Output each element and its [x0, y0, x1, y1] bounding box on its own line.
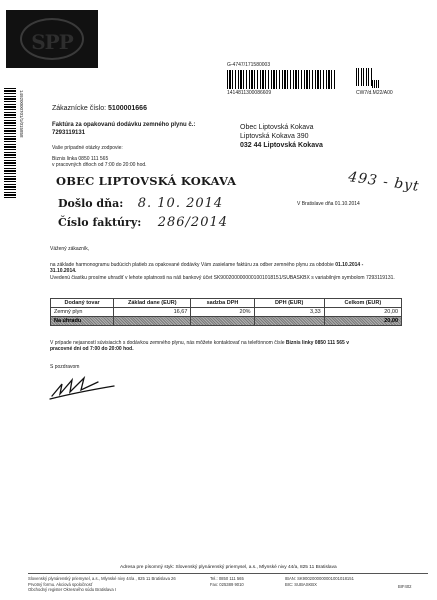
signature [48, 372, 118, 402]
contact-phone: Biznis linka 0850 111 565 [52, 156, 109, 162]
total-value: 20,00 [324, 317, 401, 326]
footer-page-code: BIF402 [398, 584, 412, 589]
stamp-received-value: 8. 10. 2014 [137, 196, 224, 211]
side-barcode-number: 14920000701/1/015858 [19, 90, 24, 138]
customer-number-label: Zákaznícke číslo: [52, 105, 107, 112]
period-end: 31.10.2014. [50, 268, 77, 275]
footer-company-line3: Obchodný register Okresného súdu Bratislava I [28, 587, 116, 593]
footer-bic: BIC: SUBASKBX [285, 581, 317, 587]
side-barcode [4, 88, 16, 200]
header-vat-rate: sadzba DPH [191, 299, 254, 308]
closing-regards: S pozdravom [50, 364, 80, 370]
footer-address: Adresa pre písomný styk: Slovenský plynárenský priemysel, a.s., Mlynské nivy 44/a, 825 11 Bratislava [120, 565, 337, 570]
invoice-subject-line2: 7293119131 [52, 129, 86, 136]
header-total: Celkom (EUR) [324, 299, 401, 308]
closing-text-end: v [344, 340, 350, 346]
letter-body-text: na základe harmonogramu budúcich platieb za opakované dodávky Vám zasielame faktúru za odber zemného plynu za obdobie [50, 262, 336, 268]
recipient-name: Obec Liptovská Kokava [240, 124, 314, 131]
reference-code: CW7/d.M22/A00 [356, 90, 393, 96]
letter-body-payment: Uvedenú čiastku prosíme uhradiť v lehote splatnosti na náš bankový účet SK9002000000001001018151/SUBASKBX s variabilným symbolom 7293119131. [50, 275, 395, 281]
stamp-invoice-label: Číslo faktúry: [58, 216, 142, 229]
table-row [51, 308, 402, 317]
footer-phone: Tel.: 0850 111 565 [210, 576, 244, 581]
small-barcode [356, 68, 372, 86]
handwritten-note: 493 - byt [347, 169, 421, 195]
cell-total: 20,00 [324, 308, 401, 317]
cell-tax-base: 16,67 [114, 308, 191, 317]
letter-greeting: Vážený zákazník, [50, 246, 90, 252]
customer-number-line [52, 104, 147, 113]
total-empty-3 [254, 317, 324, 326]
logo-text: SPP [31, 30, 73, 54]
header-vat: DPH (EUR) [254, 299, 324, 308]
company-logo [6, 10, 98, 68]
table-total-row [51, 317, 402, 326]
footer-divider [28, 573, 428, 574]
stamp-received-row [58, 194, 223, 212]
contact-question: Vaše prípadné otázky zodpovie: [52, 145, 123, 151]
footer-bank [285, 576, 354, 587]
recipient-address [240, 123, 323, 150]
closing-hotline: Biznis linky 0850 111 565 [285, 340, 345, 346]
letter-body-period [50, 262, 412, 275]
contact-hours: v pracovných dňoch od 7:00 do 20:00 hod. [52, 162, 147, 169]
mini-barcode [372, 80, 380, 88]
stamp-organization: OBEC LIPTOVSKÁ KOKAVA [56, 174, 237, 188]
header-tax-base: Základ dane (EUR) [114, 299, 191, 308]
invoice-table [50, 298, 402, 326]
table-header-row [51, 299, 402, 308]
total-label: Na úhradu [51, 317, 114, 326]
top-barcode [227, 70, 337, 89]
footer-contact [210, 576, 244, 587]
cell-vat-rate: 20% [191, 308, 254, 317]
contact-info [52, 156, 147, 169]
footer-iban: IBAN: SK9002000000001001018151 [285, 576, 354, 581]
recipient-street: Liptovská Kokava 390 [240, 133, 309, 141]
footer-company-line1: Slovenský plynárenský priemysel, a.s., Mlynské nivy 44/a , 825 11 Bratislava 26 [28, 576, 176, 581]
date-line: V Bratislave dňa 01.10.2014 [297, 201, 360, 207]
total-empty-2 [191, 317, 254, 326]
closing-text: V prípade nejasností súvisiacich s dodávkou zemného plynu, nás môžete kontaktovať na telefónnom čísle [50, 340, 286, 346]
barcode-number: 1414811300086609 [227, 90, 272, 96]
total-empty-1 [114, 317, 191, 326]
stamp-invoice-row [58, 213, 228, 231]
code-line: G-4747/171580003 [227, 62, 271, 68]
footer-fax: Fax: 025389 9010 [210, 581, 244, 587]
invoice-subject [52, 122, 195, 138]
customer-number-value: 5100001666 [108, 105, 147, 112]
closing-hours: pracovné dni od 7:00 do 20:00 hod. [50, 346, 134, 353]
footer-company-line2: Prvotný formu. Akciová spoločnosť [28, 581, 93, 587]
footer-company [28, 576, 208, 593]
cell-goods: Zemný plyn [51, 308, 114, 317]
stamp-invoice-value: 286/2014 [157, 215, 229, 230]
closing-contact [50, 340, 412, 353]
stamp-received-label: Došlo dňa: [58, 197, 124, 210]
header-goods: Dodaný tovar [51, 299, 114, 308]
period-start: 01.10.2014 - [335, 262, 364, 268]
invoice-subject-line1: Faktúra za opakovanú dodávku zemného plynu č.: [52, 122, 196, 128]
cell-vat: 3,33 [254, 308, 324, 317]
recipient-city: 032 44 Liptovská Kokava [240, 142, 323, 150]
